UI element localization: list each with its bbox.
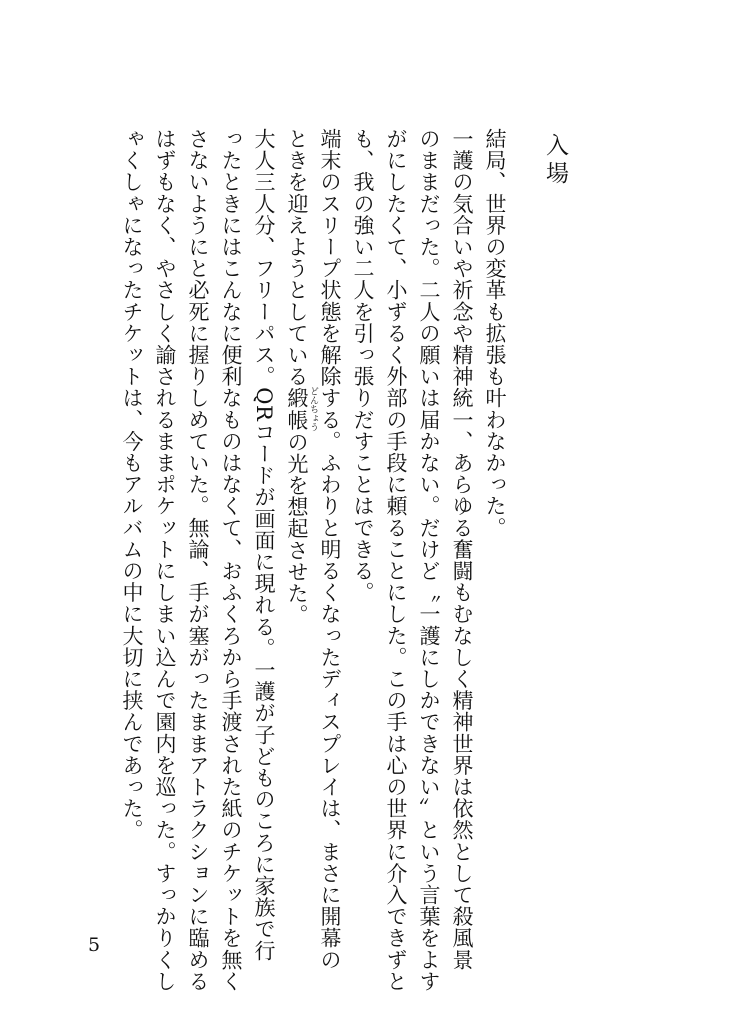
page-number: 5 (88, 934, 101, 956)
text-line-with-ruby (286, 128, 318, 626)
text-line: 端末のスリープ状態を解除する。ふわりと明るくなったディスプレイは、まさに開幕の (318, 128, 342, 971)
line-text-before: ときを迎えようとしている (285, 128, 309, 388)
text-line: 結局、世界の変革も拡張も叶わなかった。 (483, 128, 507, 539)
text-line: 一護の気合いや祈念や精神統一、あらゆる奮闘もむなしく精神世界は依然として殺風景 (450, 128, 474, 971)
text-line: ったときにはこんなに便利なものはなくて、おふくろから手渡された紙のチケットを無く (219, 128, 243, 992)
text-line: 大人三人分、フリーパス。QRコードが画面に現れる。一護が子どものころに家族で行 (252, 128, 276, 962)
text-line: ゃくしゃになったチケットは、今もアルバムの中に大切に挟んであった。 (120, 128, 144, 841)
text-line: がにしたくて、小ずるく外部の手段に頼ることにした。この手は心の世界に介入できずと (384, 128, 408, 992)
ruby-base: 緞帳 (285, 386, 309, 432)
text-line: のままだった。二人の願いは届かない。だけど〝一護にしかできない〟という言葉をよす (417, 128, 441, 992)
ruby-word (285, 386, 318, 432)
text-line: はずもなく、やさしく諭されるままポケットにしまい込んで園内を巡った。すっかりくし (153, 128, 177, 992)
chapter-title: 入場 (542, 133, 568, 189)
text-line: さないようにと必死に握りしめていた。無論、手が塞がったままアトラクションに臨める (186, 128, 210, 992)
ruby-reading: どんちょう (308, 386, 318, 432)
text-line: も、我の強い二人を引っ張りだすことはできる。 (351, 128, 375, 604)
line-text-after: の光を想起させた。 (285, 431, 309, 626)
